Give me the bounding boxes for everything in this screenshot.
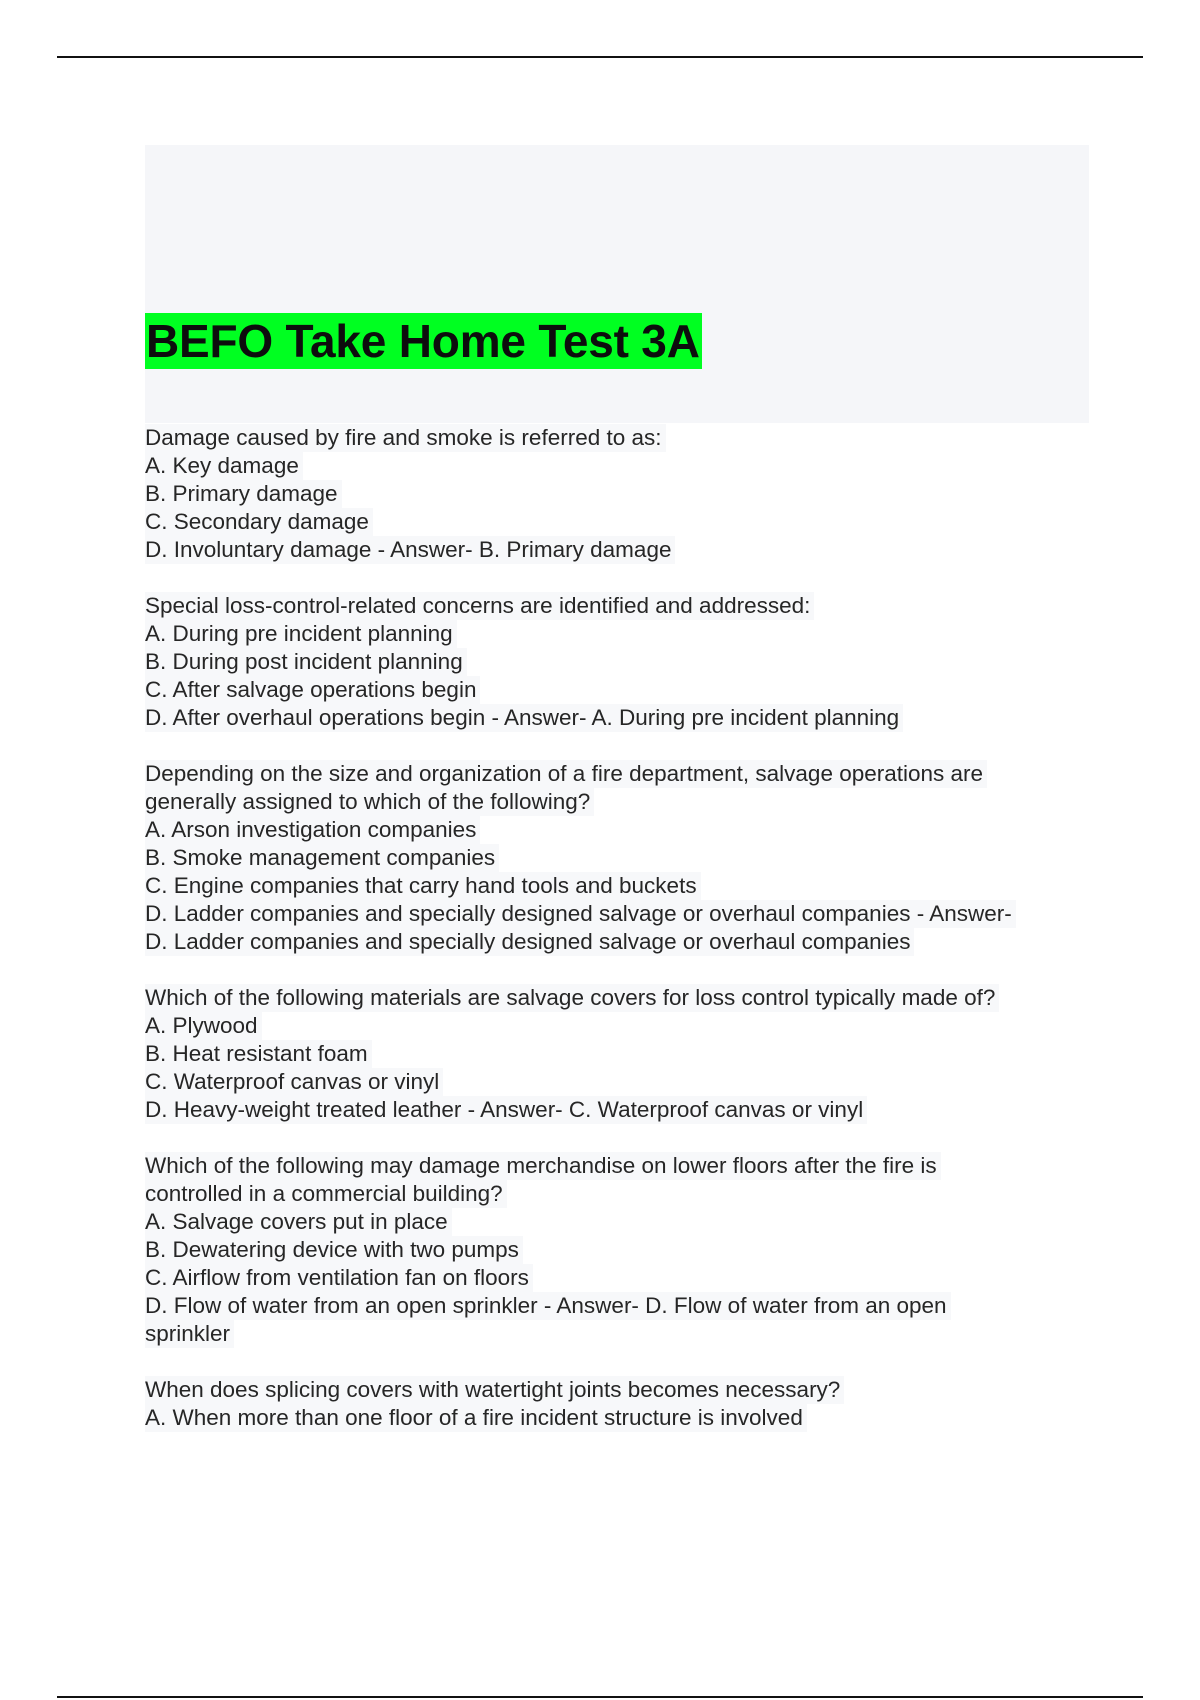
answer-continued: sprinkler [145,1320,234,1348]
option-c: C. Airflow from ventilation fan on floors [145,1264,533,1292]
question-block [145,592,1095,732]
option-c: C. Secondary damage [145,508,373,536]
document-title: BEFO Take Home Test 3A [146,315,700,367]
option-d-with-answer: D. Involuntary damage - Answer- B. Primary damage [145,536,675,564]
question-text: When does splicing covers with watertight joints becomes necessary? [145,1376,844,1404]
option-b: B. Dewatering device with two pumps [145,1236,523,1264]
question-block [145,984,1095,1124]
option-b: B. Primary damage [145,480,342,508]
bottom-rule [57,1696,1143,1698]
question-block [145,1152,1095,1348]
question-text-continued: controlled in a commercial building? [145,1180,507,1208]
option-a: A. Key damage [145,452,303,480]
question-block [145,424,1095,564]
question-list [145,424,1095,1460]
question-text: Damage caused by fire and smoke is referred to as: [145,424,666,452]
question-text-continued: generally assigned to which of the following? [145,788,594,816]
question-text: Which of the following materials are salvage covers for loss control typically made of? [145,984,999,1012]
option-b: B. Smoke management companies [145,844,499,872]
question-text: Which of the following may damage merchandise on lower floors after the fire is [145,1152,941,1180]
option-d-with-answer: D. Flow of water from an open sprinkler - Answer- D. Flow of water from an open [145,1292,951,1320]
option-a: A. Plywood [145,1012,262,1040]
option-d-with-answer: D. Heavy-weight treated leather - Answer- C. Waterproof canvas or vinyl [145,1096,867,1124]
question-block [145,760,1095,956]
option-b: B. During post incident planning [145,648,467,676]
option-d-with-answer: D. After overhaul operations begin - Answer- A. During pre incident planning [145,704,903,732]
answer-continued: D. Ladder companies and specially designed salvage or overhaul companies [145,928,914,956]
option-a: A. When more than one floor of a fire incident structure is involved [145,1404,807,1432]
top-rule [57,56,1143,58]
option-d-with-answer: D. Ladder companies and specially designed salvage or overhaul companies - Answer- [145,900,1016,928]
title-panel [145,145,1089,423]
option-c: C. After salvage operations begin [145,676,480,704]
option-a: A. During pre incident planning [145,620,457,648]
question-text: Depending on the size and organization of a fire department, salvage operations are [145,760,987,788]
option-a: A. Salvage covers put in place [145,1208,452,1236]
option-b: B. Heat resistant foam [145,1040,372,1068]
option-c: C. Waterproof canvas or vinyl [145,1068,443,1096]
option-c: C. Engine companies that carry hand tools and buckets [145,872,701,900]
question-block [145,1376,1095,1432]
option-a: A. Arson investigation companies [145,816,480,844]
question-text: Special loss-control-related concerns are identified and addressed: [145,592,814,620]
